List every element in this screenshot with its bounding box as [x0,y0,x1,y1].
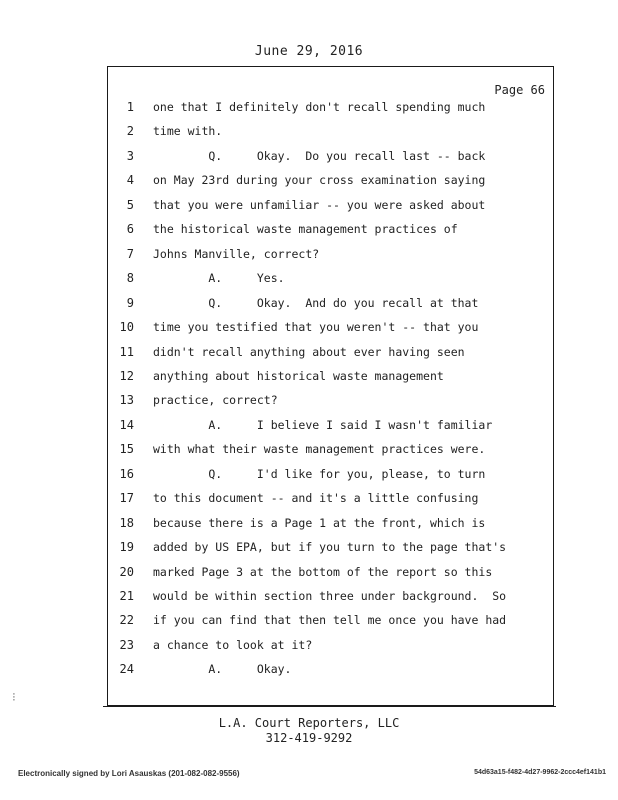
transcript-line [0,393,618,417]
transcript-line [0,418,618,442]
page-number: Page 66 [494,83,545,97]
line-text: marked Page 3 at the bottom of the report so this [153,564,493,579]
line-number: 17 [119,491,134,506]
transcript-line [0,565,618,589]
line-text: Q. Okay. And do you recall at that [153,295,479,310]
line-number: 16 [119,466,134,481]
line-number: 10 [119,320,134,335]
line-text: the historical waste management practices of [153,222,458,237]
electronic-signature: Electronically signed by Lori Asauskas (201-082-082-9556) [18,769,240,778]
line-text: A. I believe I said I wasn't familiar [153,417,493,432]
transcript-line [0,467,618,491]
transcript-line [0,296,618,320]
transcript-line [0,589,618,613]
transcript-line [0,247,618,271]
transcript-line [0,369,618,393]
line-number: 13 [119,393,134,408]
transcript-line [0,491,618,515]
transcript-date: June 29, 2016 [254,44,364,59]
line-text: added by US EPA, but if you turn to the page that's [153,540,507,555]
footer [0,716,618,746]
transcript-line [0,442,618,466]
transcript-line [0,100,618,124]
transcript-line [0,345,618,369]
transcript-line [0,271,618,295]
line-number: 14 [119,417,134,432]
line-number: 8 [126,271,134,286]
line-number: 11 [119,344,134,359]
transcript-line [0,540,618,564]
line-text: on May 23rd during your cross examination saying [153,173,486,188]
line-number: 1 [126,100,134,114]
line-number: 9 [126,295,134,310]
line-text: A. Okay. [153,662,292,677]
line-text: Johns Manville, correct? [153,246,320,261]
line-number: 18 [119,515,134,530]
line-number: 23 [119,637,134,652]
line-number: 15 [119,442,134,457]
transcript-line [0,638,618,662]
line-text: A. Yes. [153,271,285,286]
line-number: 22 [119,613,134,628]
document-id: 54d63a15-f482-4d27-9962-2ccc4ef141b1 [474,769,606,776]
line-text: Q. Okay. Do you recall last -- back [153,148,486,163]
margin-mark-icon: ⁝ [12,690,16,704]
line-text: that you were unfamiliar -- you were asked about [153,197,486,212]
transcript-line [0,222,618,246]
line-number: 6 [126,222,134,237]
line-text: one that I definitely don't recall spending much [153,100,486,114]
line-text: if you can find that then tell me once you have had [153,613,507,628]
transcript-line [0,516,618,540]
transcript-line [0,198,618,222]
line-number: 3 [126,148,134,163]
line-number: 21 [119,589,134,603]
line-text: Q. I'd like for you, please, to turn [153,466,486,481]
transcript-line [0,662,618,686]
frame-bottom-rule [103,706,556,707]
transcript-line [0,613,618,637]
line-text: to this document -- and it's a little confusing [153,491,479,506]
line-text: practice, correct? [153,393,278,408]
line-number: 5 [126,197,134,212]
line-text: time you testified that you weren't -- that you [153,320,479,335]
transcript-line [0,124,618,148]
line-number: 2 [126,124,134,139]
line-number: 19 [119,540,134,555]
line-text: didn't recall anything about ever having seen [153,344,465,359]
line-number: 12 [119,368,134,383]
line-number: 7 [126,246,134,261]
line-text: with what their waste management practices were. [153,442,486,457]
transcript-line [0,320,618,344]
line-text: anything about historical waste management [153,368,444,383]
line-number: 4 [126,173,134,188]
line-text: because there is a Page 1 at the front, which is [153,515,486,530]
transcript-line [0,173,618,197]
reporter-company: L.A. Court Reporters, LLC [218,716,400,730]
reporter-phone: 312-419-9292 [265,731,353,745]
line-text: a chance to look at it? [153,637,313,652]
transcript-line [0,149,618,173]
line-number: 24 [119,662,134,677]
line-text: would be within section three under background. So [153,589,507,603]
line-number: 20 [119,564,134,579]
line-text: time with. [153,124,223,139]
